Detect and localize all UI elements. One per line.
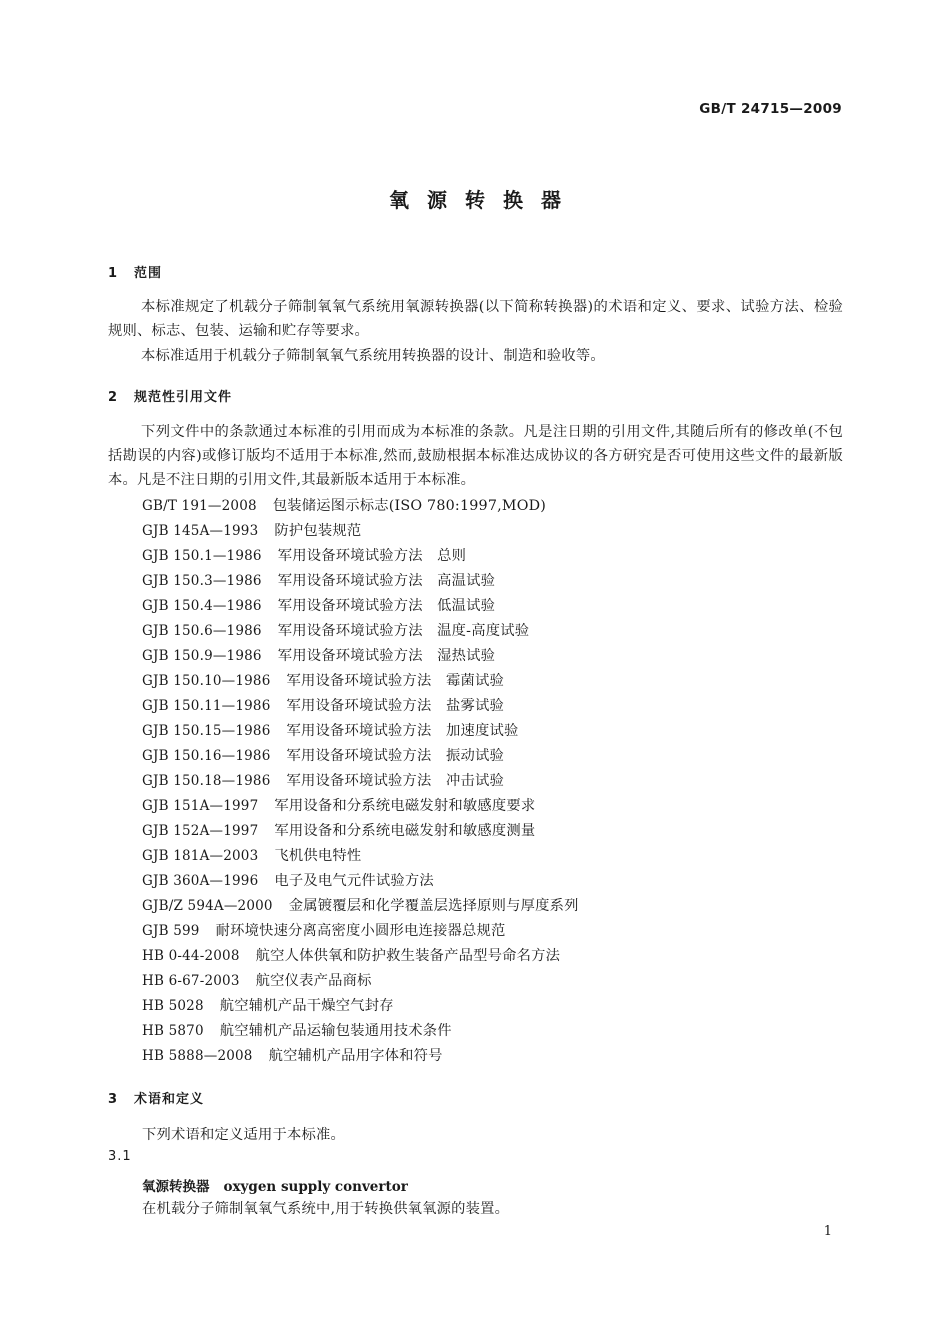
term-entry	[142, 1175, 408, 1195]
reference-item	[142, 894, 579, 919]
reference-item	[142, 694, 579, 719]
reference-code: HB 6-67-2003	[142, 973, 240, 989]
reference-item	[142, 844, 579, 869]
reference-item	[142, 619, 579, 644]
reference-code: GJB 150.9—1986	[142, 648, 262, 664]
reference-item	[142, 544, 579, 569]
reference-code: HB 5028	[142, 998, 204, 1014]
reference-code: GJB 599	[142, 923, 200, 939]
reference-code: GJB/Z 594A—2000	[142, 898, 273, 914]
reference-title: 防护包装规范	[274, 523, 362, 539]
reference-title: 军用设备和分系统电磁发射和敏感度要求	[274, 798, 536, 814]
reference-code: GJB 181A—2003	[142, 848, 259, 864]
reference-code: GJB 152A—1997	[142, 823, 259, 839]
section-number: 3	[108, 1092, 118, 1107]
reference-code: GJB 150.3—1986	[142, 573, 262, 589]
reference-title: 军用设备和分系统电磁发射和敏感度测量	[274, 823, 536, 839]
reference-code: GJB 150.16—1986	[142, 748, 271, 764]
section-title: 规范性引用文件	[134, 390, 233, 405]
reference-title: 军用设备环境试验方法 霉菌试验	[286, 673, 504, 689]
reference-item	[142, 569, 579, 594]
section-3-heading	[108, 1088, 204, 1107]
reference-title: 军用设备环境试验方法 冲击试验	[286, 773, 504, 789]
reference-code: GJB 151A—1997	[142, 798, 259, 814]
reference-code: GJB 145A—1993	[142, 523, 259, 539]
term-chinese: 氧源转换器	[142, 1179, 210, 1195]
reference-title: 军用设备环境试验方法 温度-高度试验	[277, 623, 530, 639]
reference-item	[142, 1019, 579, 1044]
reference-title: 军用设备环境试验方法 湿热试验	[277, 648, 496, 664]
reference-item	[142, 944, 579, 969]
reference-item	[142, 994, 579, 1019]
reference-title: 航空辅机产品干燥空气封存	[219, 998, 394, 1014]
reference-item	[142, 719, 579, 744]
reference-title: 军用设备环境试验方法 振动试验	[286, 748, 504, 764]
section-2-heading	[108, 386, 232, 405]
reference-code: GJB 150.15—1986	[142, 723, 271, 739]
reference-item	[142, 969, 579, 994]
reference-item	[142, 644, 579, 669]
reference-code: GB/T 191—2008	[142, 498, 257, 514]
reference-item	[142, 744, 579, 769]
reference-title: 电子及电气元件试验方法	[274, 873, 434, 889]
section-1-paragraph-2: 本标准适用于机载分子筛制氧氧气系统用转换器的设计、制造和验收等。	[141, 348, 605, 364]
reference-title: 包装储运图示标志(ISO 780:1997,MOD)	[272, 498, 547, 514]
reference-code: GJB 150.11—1986	[142, 698, 271, 714]
term-definition: 在机载分子筛制氧氧气系统中,用于转换供氧氧源的装置。	[142, 1201, 510, 1217]
section-title: 术语和定义	[134, 1092, 205, 1107]
reference-item	[142, 494, 579, 519]
term-english: oxygen supply convertor	[223, 1179, 408, 1195]
reference-item	[142, 819, 579, 844]
section-2-intro: 下列文件中的条款通过本标准的引用而成为本标准的条款。凡是注日期的引用文件,其随后所有的修改单(不包括勘误的内容)或修订版均不适用于本标准,然而,鼓励根据本标准达成协议的各方研究是否可使用这些文件的最新版本。凡是不注日期的引用文件,其最新版本适用于本标准。	[108, 424, 843, 488]
reference-code: GJB 150.1—1986	[142, 548, 262, 564]
reference-code: HB 5888—2008	[142, 1048, 253, 1064]
reference-code: GJB 150.6—1986	[142, 623, 262, 639]
reference-code: HB 5870	[142, 1023, 204, 1039]
reference-item	[142, 769, 579, 794]
document-title: 氧源转换器	[389, 188, 579, 212]
reference-title: 军用设备环境试验方法 总则	[277, 548, 467, 564]
reference-title: 航空仪表产品商标	[255, 973, 372, 989]
reference-title: 航空辅机产品运输包装通用技术条件	[219, 1023, 452, 1039]
reference-item	[142, 594, 579, 619]
reference-title: 金属镀覆层和化学覆盖层选择原则与厚度系列	[288, 898, 579, 914]
reference-title: 军用设备环境试验方法 高温试验	[277, 573, 496, 589]
reference-title: 军用设备环境试验方法 盐雾试验	[286, 698, 504, 714]
reference-item	[142, 669, 579, 694]
reference-title: 航空辅机产品用字体和符号	[268, 1048, 443, 1064]
section-number: 2	[108, 390, 118, 405]
section-3-intro: 下列术语和定义适用于本标准。	[142, 1127, 345, 1143]
reference-code: GJB 360A—1996	[142, 873, 259, 889]
standard-code: GB/T 24715—2009	[699, 101, 842, 117]
reference-item	[142, 794, 579, 819]
section-1-heading	[108, 262, 162, 281]
reference-item	[142, 519, 579, 544]
reference-item	[142, 919, 579, 944]
reference-item	[142, 869, 579, 894]
reference-title: 飞机供电特性	[274, 848, 362, 864]
reference-code: GJB 150.18—1986	[142, 773, 271, 789]
reference-code: HB 0-44-2008	[142, 948, 240, 964]
reference-code: GJB 150.10—1986	[142, 673, 271, 689]
reference-title: 军用设备环境试验方法 低温试验	[277, 598, 496, 614]
reference-list	[142, 494, 579, 1069]
reference-title: 航空人体供氧和防护救生装备产品型号命名方法	[255, 948, 561, 964]
clause-number: 3.1	[108, 1149, 132, 1164]
page-number: 1	[823, 1224, 832, 1239]
reference-title: 耐环境快速分离高密度小圆形电连接器总规范	[215, 923, 506, 939]
reference-item	[142, 1044, 579, 1069]
section-1-paragraph-1: 本标准规定了机载分子筛制氧氧气系统用氧源转换器(以下简称转换器)的术语和定义、要求、试验方法、检验规则、标志、包装、运输和贮存等要求。	[108, 299, 843, 339]
section-title: 范围	[134, 266, 163, 281]
section-number: 1	[108, 266, 118, 281]
reference-code: GJB 150.4—1986	[142, 598, 262, 614]
reference-title: 军用设备环境试验方法 加速度试验	[286, 723, 519, 739]
